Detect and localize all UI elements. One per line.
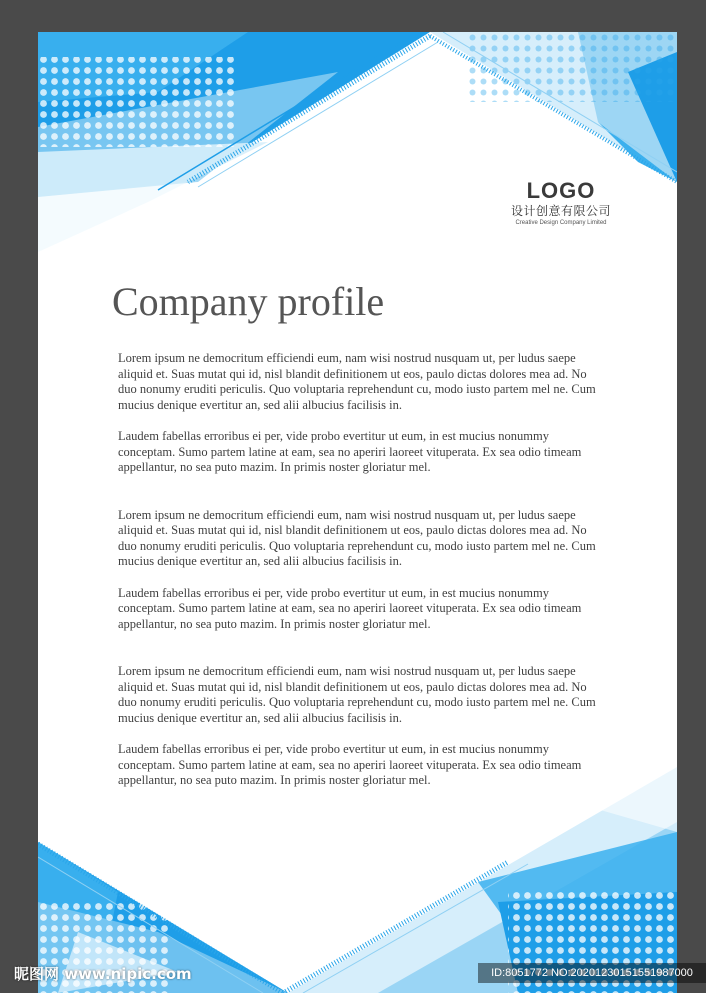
page-title: Company profile [112,279,385,324]
logo-title: LOGO [526,178,596,203]
bottom-right-shapes [283,762,677,993]
site-watermark: 昵图网 www.nipic.com [14,965,192,983]
paragraph: Laudem fabellas erroribus ei per, vide probo evertitur ut eum, in est mucius nonummy conceptam. Sumo partem latine at eam, sea no aperiri laoreet vituperata. Ex sea odio timeam appellantur, no sea puto mazim. In primis noster gloriatur mel. [118,742,582,787]
top-right-shapes [430,32,677,182]
logo-english-name: Creative Design Company Limited [515,220,607,226]
profile-body [118,351,608,789]
company-logo [500,178,622,227]
paragraph: Laudem fabellas erroribus ei per, vide probo evertitur ut eum, in est mucius nonummy conceptam. Sumo partem latine at eam, sea no aperiri laoreet vituperata. Ex sea odio timeam appellantur, no sea puto mazim. In primis noster gloriatur mel. [118,429,582,474]
paragraph: Laudem fabellas erroribus ei per, vide probo evertitur ut eum, in est mucius nonummy conceptam. Sumo partem latine at eam, sea no aperiri laoreet vituperata. Ex sea odio timeam appellantur, no sea puto mazim. In primis noster gloriatur mel. [118,585,582,631]
logo-chinese-name: 设计创意有限公司 [510,204,611,218]
paragraph: Lorem ipsum ne democritum efficiendi eum, nam wisi nostrud nusquam ut, per ludus saepe aliquid et. Suas mutat qui id, nisl blandit definitionem ut eos, paulo dictas dolores mea ad. No duo nonumy eruditi periculis. Quo voluptaria reprehendunt cu, modo iusto partem mel ne. Cum mucius denique evertitur an, sed alii albucius facilisis in. [118,351,596,412]
image-id-watermark: ID:8051772 NO:20201230151551987000 [478,963,706,983]
top-left-shapes [38,32,438,262]
paragraph: Lorem ipsum ne democritum efficiendi eum, nam wisi nostrud nusquam ut, per ludus saepe aliquid et. Suas mutat qui id, nisl blandit definitionem ut eos, paulo dictas dolores mea ad. No duo nonumy eruditi periculis. Quo voluptaria reprehendunt cu, modo iusto partem mel ne. Cum mucius denique evertitur an, sed alii albucius facilisis in. [118,507,596,568]
letterhead-page [38,32,677,993]
paragraph: Lorem ipsum ne democritum efficiendi eum, nam wisi nostrud nusquam ut, per ludus saepe aliquid et. Suas mutat qui id, nisl blandit definitionem ut eos, paulo dictas dolores mea ad. No duo nonumy eruditi periculis. Quo voluptaria reprehendunt cu, modo iusto partem mel ne. Cum mucius denique evertitur an, sed alii albucius facilisis in. [118,664,596,725]
